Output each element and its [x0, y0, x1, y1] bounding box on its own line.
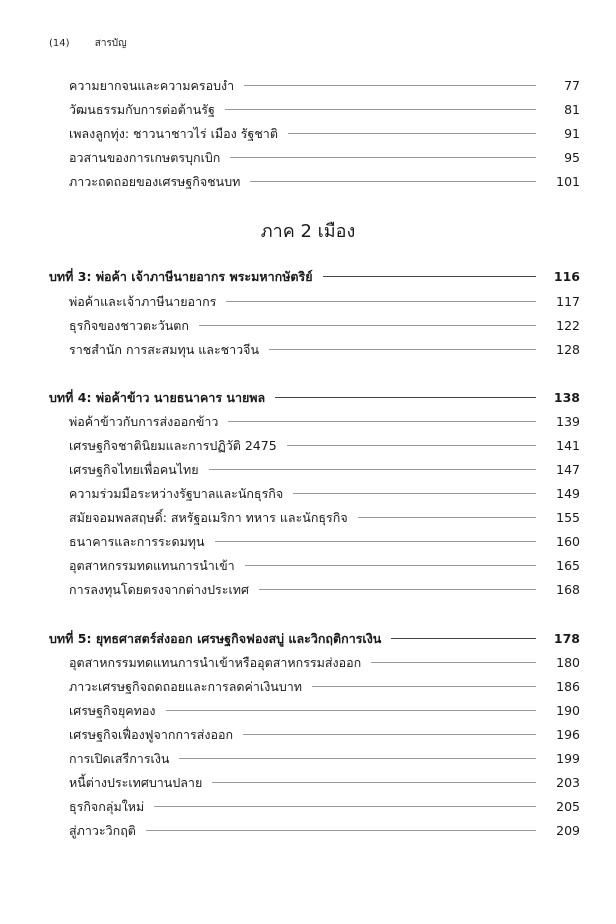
dot-leader [228, 421, 536, 422]
toc-entry[interactable] [0, 655, 616, 671]
chapter-title: บทที่ 3: พ่อค้า เจ้าภาษีนายอากร พระมหากษัตริย์ [49, 269, 313, 284]
toc-entry-title: ธุรกิจกลุ่มใหม่ [69, 799, 145, 814]
dot-leader [215, 541, 536, 542]
toc-entry-title: การลงทุนโดยตรงจากต่างประเทศ [69, 582, 249, 597]
toc-entry[interactable] [0, 703, 616, 719]
toc-entry[interactable] [0, 294, 616, 310]
toc-entry-title: เพลงลูกทุ่ง: ชาวนาชาวไร่ เมือง รัฐชาติ [69, 126, 278, 141]
toc-entry-page: 205 [556, 799, 580, 814]
toc-entry-page: 186 [556, 679, 580, 694]
toc-entry-page: 168 [556, 582, 580, 597]
chapter-title: บทที่ 5: ยุทธศาสตร์ส่งออก เศรษฐกิจฟองสบู่ และวิกฤติการเงิน [49, 631, 382, 646]
toc-entry-title: ภาวะเศรษฐกิจถดถอยและการลดค่าเงินบาท [69, 679, 303, 694]
toc-entry-page: 122 [556, 318, 580, 333]
toc-entry-page: 165 [556, 558, 580, 573]
toc-entry-title: พ่อค้าและเจ้าภาษีนายอากร [69, 294, 217, 309]
toc-entry[interactable] [0, 534, 616, 550]
toc-entry-page: 160 [556, 534, 580, 549]
toc-entry[interactable] [0, 174, 616, 190]
dot-leader [154, 806, 536, 807]
toc-entry-page: 180 [556, 655, 580, 670]
toc-entry-title: หนี้ต่างประเทศบานปลาย [69, 775, 203, 790]
toc-entry-page: 190 [556, 703, 580, 718]
toc-entry-page: 77 [564, 78, 580, 93]
dot-leader [199, 325, 536, 326]
toc-entry[interactable] [0, 799, 616, 815]
toc-entry-title: ภาวะถดถอยของเศรษฐกิจชนบท [69, 174, 241, 189]
toc-entry-title: เศรษฐกิจไทยเพื่อคนไทย [69, 462, 199, 477]
dot-leader [323, 276, 536, 277]
toc-entry-page: 147 [556, 462, 580, 477]
dot-leader [293, 493, 536, 494]
toc-entry[interactable] [0, 727, 616, 743]
toc-entry[interactable] [0, 558, 616, 574]
dot-leader [312, 686, 536, 687]
toc-entry-page: 155 [556, 510, 580, 525]
dot-leader [230, 157, 536, 158]
toc-entry-page: 203 [556, 775, 580, 790]
chapter-title: บทที่ 4: พ่อค้าข้าว นายธนาคาร นายพล [49, 390, 266, 405]
header-title: สารบัญ [94, 38, 127, 49]
toc-entry[interactable] [0, 679, 616, 695]
chapter-page: 178 [553, 631, 580, 646]
header-page-label: (14) [49, 38, 70, 49]
toc-entry-title: ธนาคารและการระดมทุน [69, 534, 205, 549]
toc-entry-page: 149 [556, 486, 580, 501]
dot-leader [287, 445, 536, 446]
dot-leader [371, 662, 536, 663]
toc-entry-title: อวสานของการเกษตรบุกเบิก [69, 150, 221, 165]
toc-entry-title: ราชสำนัก การสะสมทุน และชาวจีน [69, 342, 260, 357]
dot-leader [166, 710, 537, 711]
chapter-page: 116 [553, 269, 580, 284]
toc-entry[interactable] [0, 751, 616, 767]
dot-leader [179, 758, 536, 759]
toc-entry-title: อุตสาหกรรมทดแทนการนำเข้าหรืออุตสาหกรรมส่งออก [69, 655, 362, 670]
dot-leader [226, 301, 536, 302]
toc-entry-title: ความยากจนและความครอบงำ [69, 78, 235, 93]
toc-entry[interactable] [0, 414, 616, 430]
toc-entry-page: 117 [556, 294, 580, 309]
toc-entry[interactable] [0, 78, 616, 94]
chapter-page: 138 [553, 390, 580, 405]
toc-entry-title: เศรษฐกิจชาตินิยมและการปฏิวัติ 2475 [69, 438, 277, 453]
toc-entry[interactable] [0, 102, 616, 118]
toc-entry[interactable] [0, 486, 616, 502]
dot-leader [212, 782, 536, 783]
toc-entry-title: อุตสาหกรรมทดแทนการนำเข้า [69, 558, 235, 573]
toc-entry-title: สู่ภาวะวิกฤติ [69, 823, 136, 838]
toc-entry[interactable] [0, 318, 616, 334]
dot-leader [209, 469, 536, 470]
toc-entry-page: 199 [556, 751, 580, 766]
toc-entry[interactable] [0, 510, 616, 526]
dot-leader [275, 397, 536, 398]
toc-entry-page: 81 [564, 102, 580, 117]
toc-entry-page: 196 [556, 727, 580, 742]
toc-entry[interactable] [0, 582, 616, 598]
dot-leader [259, 589, 536, 590]
toc-entry-title: เศรษฐกิจเฟื่องฟูจากการส่งออก [69, 727, 234, 742]
dot-leader [391, 638, 536, 639]
dot-leader [225, 109, 536, 110]
toc-entry-title: ความร่วมมือระหว่างรัฐบาลและนักธุรกิจ [69, 486, 284, 501]
toc-entry-title: เศรษฐกิจยุคทอง [69, 703, 156, 718]
dot-leader [288, 133, 536, 134]
dot-leader [243, 734, 536, 735]
toc-entry-page: 95 [564, 150, 580, 165]
toc-entry-page: 141 [556, 438, 580, 453]
dot-leader [250, 181, 536, 182]
toc-entry-title: วัฒนธรรมกับการต่อต้านรัฐ [69, 102, 215, 117]
toc-entry-title: พ่อค้าข้าวกับการส่งออกข้าว [69, 414, 219, 429]
toc-entry-page: 128 [556, 342, 580, 357]
toc-entry-page: 91 [564, 126, 580, 141]
dot-leader [245, 565, 536, 566]
toc-entry-page: 209 [556, 823, 580, 838]
dot-leader [358, 517, 536, 518]
toc-entry[interactable] [0, 823, 616, 839]
toc-entry-title: ธุรกิจของชาวตะวันตก [69, 318, 189, 333]
toc-entry-page: 101 [556, 174, 580, 189]
dot-leader [146, 830, 536, 831]
dot-leader [269, 349, 536, 350]
chapter-entry[interactable] [0, 269, 616, 285]
toc-entry[interactable] [0, 342, 616, 358]
chapter-entry[interactable] [0, 390, 616, 406]
toc-entry-title: การเปิดเสรีการเงิน [69, 751, 170, 766]
toc-entry[interactable] [0, 775, 616, 791]
running-head [49, 36, 127, 51]
chapter-entry[interactable] [0, 631, 616, 647]
toc-entry-title: สมัยจอมพลสฤษดิ์: สหรัฐอเมริกา ทหาร และนักธุรกิจ [69, 510, 348, 525]
toc-entry-page: 139 [556, 414, 580, 429]
toc-entry[interactable] [0, 150, 616, 166]
dot-leader [244, 85, 536, 86]
toc-entry[interactable] [0, 462, 616, 478]
toc-entry[interactable] [0, 438, 616, 454]
part-heading: ภาค 2 เมือง [260, 221, 356, 242]
toc-entry[interactable] [0, 126, 616, 142]
